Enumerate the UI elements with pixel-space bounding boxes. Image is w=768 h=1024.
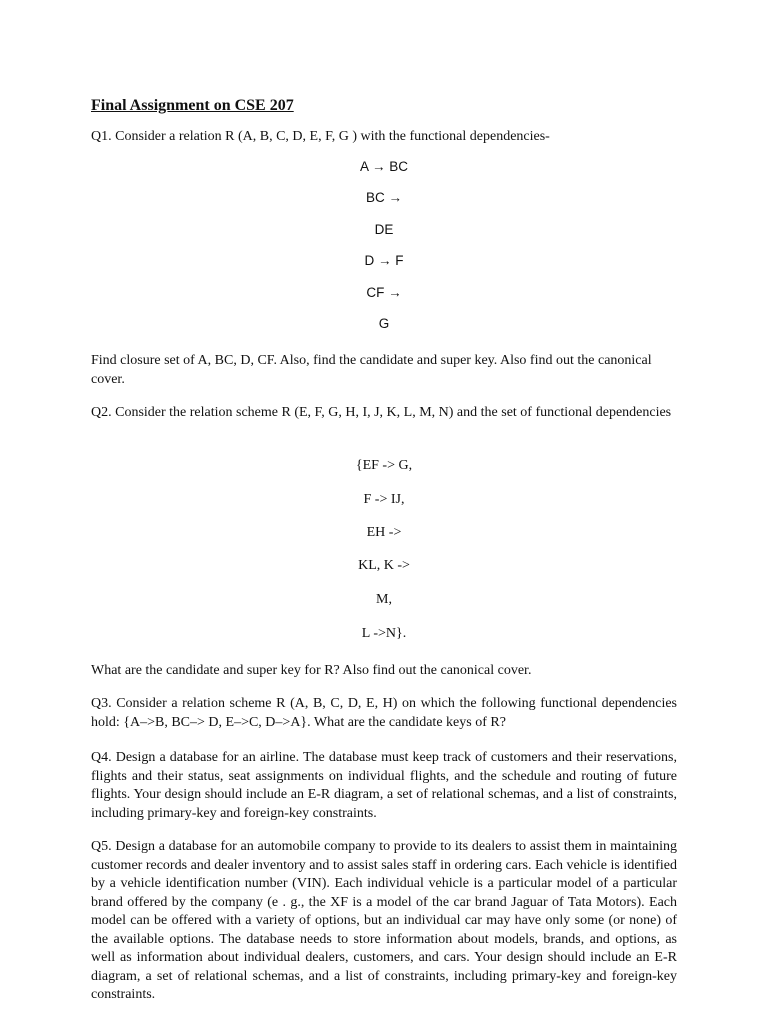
q1-dependency: D → F bbox=[364, 253, 404, 268]
q2-dependency: L ->N}. bbox=[361, 626, 407, 641]
q1-intro: Q1. Consider a relation R (A, B, C, D, E, F, G ) with the functional dependencies- bbox=[91, 129, 550, 144]
q2-dependency: F -> IJ, bbox=[363, 492, 405, 507]
q3-text: Q3. Consider a relation scheme R (A, B, C, D, E, H) on which the following functional dependencies hold: {A–>B, BC–> D, E–>C, D–>A}. What are the candidate keys of R? bbox=[91, 696, 677, 730]
q1-dependency: CF → bbox=[366, 285, 402, 300]
assignment-title: Final Assignment on CSE 207 bbox=[91, 97, 294, 114]
q1-dependency: G bbox=[378, 316, 390, 331]
q5-text: Q5. Design a database for an automobile company to provide to its dealers to assist them in maintaining customer records and dealer inventory and to assist sales staff in ordering cars. Each vehicle is identified by a vehicle identification number (VIN). Each individual vehicle is a particular model of a particular brand offered by the company (e . g., the XF is a model of the car brand Jaguar of Tata Motors). Each model can be offered with a variety of options, but an individual car may have only some (or none) of the available options. The database needs to store information about models, brands, and options, as well as information about individual dealers, customers, and cars. Your design should include an E-R diagram, a set of relational schemas, and a list of constraints, including primary-key and foreign-key constraints. bbox=[91, 839, 677, 1002]
q2-intro: Q2. Consider the relation scheme R (E, F, G, H, I, J, K, L, M, N) and the set of functional dependencies bbox=[91, 405, 672, 420]
q1-dependency: A → BC bbox=[359, 159, 408, 174]
q4-text: Q4. Design a database for an airline. The database must keep track of customers and their reservations, flights and their status, seat assignments on individual flights, and the schedule and routing of future flights. Your design should include an E-R diagram, a set of relational schemas, and a list of constraints, including primary-key and foreign-key constraints. bbox=[91, 750, 677, 821]
q2-dependency: {EF -> G, bbox=[355, 458, 413, 473]
q1-dependency: BC → bbox=[365, 190, 402, 205]
q2-dependency: M, bbox=[376, 592, 392, 607]
q1-task: Find closure set of A, BC, D, CF. Also, find the candidate and super key. Also find out the canonical cover. bbox=[91, 353, 652, 387]
q2-dependency: EH -> bbox=[366, 525, 402, 540]
q1-dependency: DE bbox=[374, 222, 394, 237]
q2-dependency: KL, K -> bbox=[358, 558, 410, 573]
q2-task: What are the candidate and super key for R? Also find out the canonical cover. bbox=[91, 663, 532, 678]
